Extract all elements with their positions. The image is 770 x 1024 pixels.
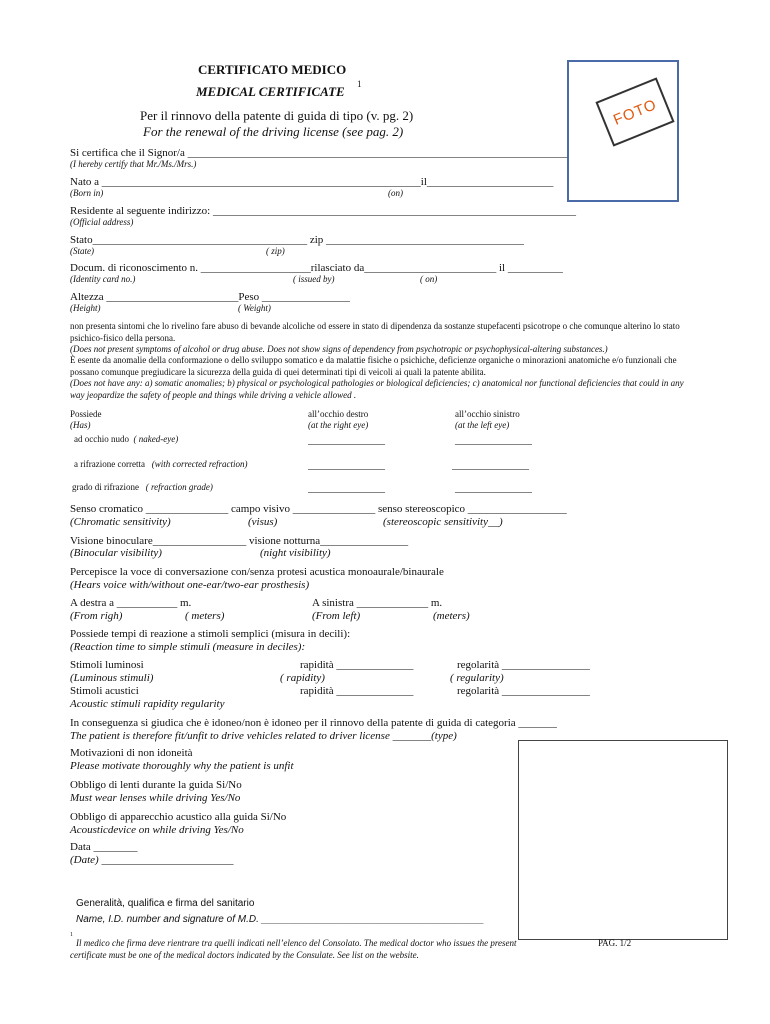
chromatic-en: (Chromatic sensitivity) — [70, 516, 171, 528]
vision-row-label — [74, 459, 248, 469]
left-eye-it: all’occhio sinistro — [455, 409, 520, 419]
luminous-rapidity-en: ( rapidity) — [280, 672, 325, 684]
date-field[interactable]: Data ________ — [70, 841, 138, 853]
has-en: (Has) — [70, 420, 91, 430]
subtitle-it: Per il rinnovo della patente di guida di tipo (v. pg. 2) — [140, 108, 414, 123]
binocular-field[interactable]: Visione binoculare_________________ visione notturna________________ — [70, 535, 409, 547]
judgement-field[interactable]: In conseguenza si giudica che è idoneo/non è idoneo per il rinnovo della patente di guida di categoria _______ — [70, 717, 557, 729]
acoustic-it: Stimoli acustici — [70, 685, 139, 697]
born-en: (Born in) — [70, 188, 104, 198]
hearing-it: Percepisce la voce di conversazione con/senza protesi acustica monoaurale/binaurale — [70, 566, 444, 578]
born-field[interactable]: Nato a __________________________________________________________il_______________________ — [70, 176, 554, 188]
hearing-device-en: Acousticdevice on while driving Yes/No — [70, 824, 244, 836]
signature-label-it: Generalità, qualifica e firma del sanitario — [76, 898, 255, 909]
title-footnote-marker: 1 — [357, 79, 362, 89]
issued-by-en: ( issued by) — [293, 274, 335, 284]
reaction-it: Possiede tempi di reazione a stimoli semplici (misura in decili): — [70, 628, 351, 640]
zip-en: ( zip) — [266, 246, 285, 256]
naked-eye-en: ( naked-eye) — [133, 434, 179, 444]
born-on-en: (on) — [388, 188, 403, 198]
grade-it: grado di rifrazione — [72, 482, 139, 492]
title-en: MEDICAL CERTIFICATE — [196, 84, 345, 99]
vision-row-label — [74, 434, 178, 444]
right-distance-en: (From righ) — [70, 610, 123, 622]
vision-row-label — [72, 482, 213, 492]
meters-right-en: ( meters) — [185, 610, 225, 622]
chromatic-field[interactable]: Senso cromatico _______________ campo visivo _______________ senso stereoscopico __________________ — [70, 503, 567, 515]
reaction-en: (Reaction time to simple stimuli (measure in deciles): — [70, 641, 306, 653]
acoustic-en: Acoustic stimuli rapidity regularity — [70, 698, 225, 710]
motivation-en: Please motivate thoroughly why the patient is unfit — [70, 760, 294, 772]
grade-left-field[interactable]: ______________ — [455, 482, 532, 494]
corrected-right-field[interactable]: ______________ — [308, 459, 385, 471]
has-it: Possiede — [70, 409, 102, 419]
acoustic-rapidity-field[interactable]: rapidità ______________ — [300, 685, 414, 697]
acoustic-regularity-field[interactable]: regolarità ________________ — [457, 685, 590, 697]
state-en: (State) — [70, 246, 94, 256]
footnote-line-1: Il medico che firma deve rientrare tra quelli indicati nell’elenco del Consolato. The medical doctor who issues the present — [76, 938, 517, 948]
subtitle-en: For the renewal of the driving license (see pag. 2) — [143, 124, 404, 139]
hearing-en: (Hears voice with/without one-ear/two-ear prosthesis) — [70, 579, 310, 591]
weight-en: ( Weight) — [238, 303, 271, 313]
stereo-en: (stereoscopic sensitivity__) — [383, 516, 503, 528]
motivation-it: Motivazioni di non idoneità — [70, 747, 193, 759]
night-en: (night visibility) — [260, 547, 331, 559]
naked-eye-left-field[interactable]: ______________ — [455, 434, 532, 446]
corrected-left-field[interactable]: ______________ — [452, 459, 529, 471]
lenses-it: Obbligo di lenti durante la guida Si/No — [70, 779, 242, 791]
title-it: CERTIFICATO MEDICO — [198, 62, 347, 77]
naked-eye-right-field[interactable]: ______________ — [308, 434, 385, 446]
certify-en: (I hereby certify that Mr./Ms./Mrs.) — [70, 159, 197, 169]
identity-field[interactable]: Docum. di riconoscimento n. ____________________rilasciato da________________________ il __________ — [70, 262, 563, 274]
meters-left-en: (meters) — [433, 610, 470, 622]
certify-field[interactable]: Si certifica che il Signor/a _____________________________________________________________________ — [70, 147, 568, 159]
luminous-regularity-en: ( regularity) — [450, 672, 504, 684]
lenses-en: Must wear lenses while driving Yes/No — [70, 792, 241, 804]
address-field[interactable]: Residente al seguente indirizzo: __________________________________________________________________ — [70, 205, 576, 217]
corrected-en: (with corrected refraction) — [151, 459, 248, 469]
luminous-regularity-field[interactable]: regolarità ________________ — [457, 659, 590, 671]
right-eye-it: all’occhio destro — [308, 409, 369, 419]
luminous-rapidity-field[interactable]: rapidità ______________ — [300, 659, 414, 671]
left-eye-en: (at the left eye) — [455, 420, 510, 430]
statement-1-it: non presenta sintomi che lo rivelino fare abuso di bevande alcoliche od essere in stato di dipendenza da sostanze stupefacenti psicotrope o che comunque alterino lo stato psichico-fisico della persona. — [70, 321, 680, 343]
issued-on-en: ( on) — [420, 274, 438, 284]
signature-box[interactable] — [518, 740, 728, 940]
page-number: PAG. 1/2 — [598, 938, 632, 948]
right-eye-en: (at the right eye) — [308, 420, 369, 430]
statement-1-en: (Does not present symptoms of alcohol or drug abuse. Does not show signs of dependency from psychotropic or psychophysical-altering substances.) — [70, 344, 608, 354]
corrected-it: a rifrazione corretta — [74, 459, 145, 469]
height-weight-field[interactable]: Altezza ________________________Peso ________________ — [70, 291, 350, 303]
identity-en: (Identity card no.) — [70, 274, 136, 284]
statement-2-en: (Does not have any: a) somatic anomalies; b) physical or psychological pathologies or biological deficiencies; c) anatomical nor functional deficiencies that could in any way jeopardize the safety of people and things while driving a vehicle allowed . — [70, 378, 684, 400]
height-en: (Height) — [70, 303, 101, 313]
judgement-en: The patient is therefore fit/unfit to drive vehicles related to driver license _______(type) — [70, 730, 457, 742]
luminous-it: Stimoli luminosi — [70, 659, 144, 671]
luminous-en: (Luminous stimuli) — [70, 672, 154, 684]
grade-right-field[interactable]: ______________ — [308, 482, 385, 494]
grade-en: ( refraction grade) — [145, 482, 213, 492]
naked-eye-it: ad occhio nudo — [74, 434, 129, 444]
address-en: (Official address) — [70, 217, 134, 227]
footnote-marker: 1 — [70, 932, 73, 938]
hearing-device-it: Obbligo di apparecchio acustico alla guida Si/No — [70, 811, 287, 823]
left-distance-field[interactable]: A sinistra _____________ m. — [312, 597, 443, 609]
visus-en: (visus) — [248, 516, 278, 528]
statement-2-it: È esente da anomalie della conformazione o dello sviluppo somatico e da malattie fisiche o psichiche, deficienze organiche o minorazioni anatomiche e/o funzionali che possano comunque pregiudicare la sicurezza della guida di quei determinati tipi di veicoli ai quali la patente abilita. — [70, 355, 677, 377]
left-distance-en: (From left) — [312, 610, 361, 622]
date-en[interactable]: (Date) ________________________ — [70, 854, 234, 866]
foto-label: FOTO — [610, 95, 660, 129]
signature-label-en[interactable]: Name, I.D. number and signature of M.D. ________________________________________ — [76, 914, 485, 925]
state-field[interactable]: Stato_______________________________________ zip ____________________________________ — [70, 234, 525, 246]
footnote-line-2: certificate must be one of the medical doctors indicated by the Consulate. See list on the website. — [70, 950, 419, 960]
right-distance-field[interactable]: A destra a ___________ m. — [70, 597, 192, 609]
binocular-en: (Binocular visibility) — [70, 547, 162, 559]
